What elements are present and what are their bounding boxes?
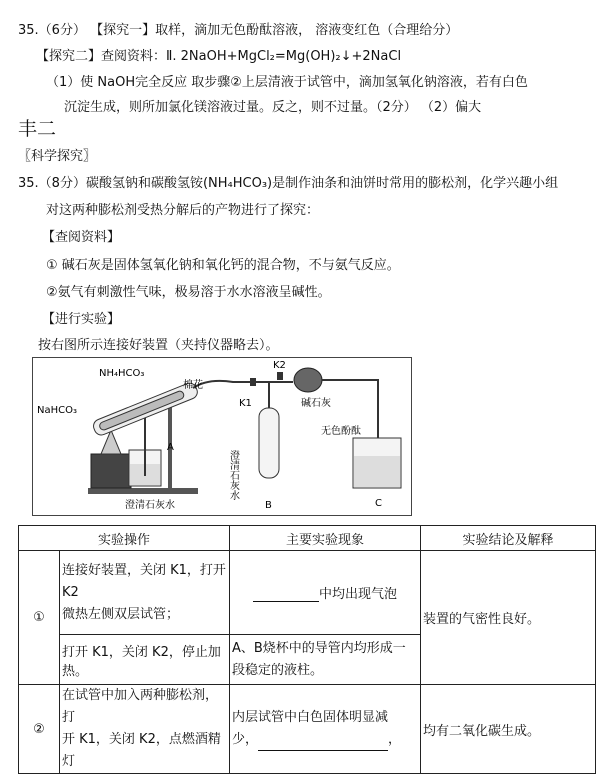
row2-number: ② <box>19 685 60 774</box>
label-k2: K2 <box>273 360 286 371</box>
row1-obs2-line-a: A、B烧杯中的导管内均形成一 <box>232 640 406 656</box>
q35-prev-line2: 【探究二】查阅资料：Ⅱ. 2NaOH+MgCl₂=Mg(OH)₂↓+2NaCl <box>36 49 402 64</box>
alcohol-lamp <box>91 454 131 488</box>
row1-op1 <box>60 551 230 635</box>
label-limewater-b: 澄清石灰水 <box>227 450 239 500</box>
table-row <box>19 685 596 774</box>
row1-op2: 打开 K1，关闭 K2，停止加热。 <box>60 635 230 685</box>
apparatus-diagram <box>33 358 411 515</box>
fact-1: ① 碱石灰是固体氢氧化钠和氧化钙的混合物，不与氨气反应。 <box>46 258 400 273</box>
q35-prev-line1: 35.（6分） 【探究一】取样，滴加无色酚酞溶液， 溶液变红色（合理给分） <box>18 23 459 38</box>
soda-lime-tube <box>294 368 322 392</box>
row2-obs-blank[interactable] <box>258 736 388 751</box>
label-soda-lime: 碱石灰 <box>301 398 331 409</box>
label-nh4hco3: NH₄HCO₃ <box>99 368 145 379</box>
row1-obs1 <box>230 551 421 635</box>
section-category: 〖科学探究〗 <box>18 149 97 164</box>
q35-prev-line4: 沉淀生成，则所加氯化镁溶液过量。反之，则不过量。（2分） （2）偏大 <box>64 100 482 115</box>
row1-obs2-line-b: 段稳定的液柱。 <box>232 662 324 678</box>
table-header-row <box>19 526 596 551</box>
row2-obs-line-a: 内层试管中白色固体明显减 <box>232 710 389 725</box>
stand-base <box>88 488 198 494</box>
label-nahco3: NaHCO₃ <box>37 405 77 416</box>
clamp-k2 <box>277 372 283 380</box>
table-row <box>19 551 596 635</box>
row2-conclusion: 均有二氧化碳生成。 <box>421 685 596 774</box>
q35-prev-line3: （1）使 NaOH完全反应 取步骤②上层清液于试管中，滴加氢氧化钠溶液，若有白色 <box>46 75 528 90</box>
label-k1: K1 <box>239 398 252 409</box>
heading-lookup-data: 【查阅资料】 <box>42 230 121 245</box>
fact-2: ②氨气有刺激性气味，极易溶于水水溶液呈碱性。 <box>46 285 331 300</box>
section-title: 丰二 <box>18 118 57 140</box>
label-c: C <box>375 498 382 509</box>
label-cotton: 棉花 <box>183 380 203 391</box>
row1-obs2 <box>230 635 421 685</box>
experiment-table <box>18 525 596 774</box>
label-phenolphthalein: 无色酚酞 <box>321 426 361 437</box>
row1-obs1-blank[interactable] <box>253 587 319 602</box>
row1-op1-line-b: K2 <box>62 584 79 600</box>
row2-obs-line-b <box>232 729 418 751</box>
test-tube-b <box>259 408 279 478</box>
q35-intro-line1: 35.（8分）碳酸氢钠和碳酸氢铵(NH₄HCO₃)是制作油条和油饼时常用的膨松剂，化学兴趣小组 <box>18 176 559 191</box>
row1-op1-line-c: 微热左侧双层试管； <box>62 606 180 622</box>
label-b: B <box>265 500 272 511</box>
row2-obs-end: ， <box>388 732 402 747</box>
q35-intro-line2: 对这两种膨松剂受热分解后的产物进行了探究： <box>46 203 320 218</box>
beaker-c-liquid <box>354 456 400 487</box>
header-conclusion: 实验结论及解释 <box>421 526 596 551</box>
apparatus-figure <box>32 357 412 516</box>
row1-obs1-text: 中均出现气泡 <box>318 587 397 602</box>
clamp-k1 <box>250 378 256 386</box>
row2-obs-line-b-text: 少， <box>232 732 259 747</box>
row2-op <box>60 685 230 774</box>
row1-op1-line-a: 连接好装置，关闭 K1，打开 <box>62 562 226 578</box>
row2-op-line-b: 开 K1，关闭 K2，点燃酒精灯 <box>62 732 221 769</box>
gas-tube-top <box>193 381 269 388</box>
row1-number: ① <box>19 551 60 685</box>
label-a: A <box>167 442 174 453</box>
header-phenomenon: 主要实验现象 <box>230 526 421 551</box>
label-limewater-a: 澄清石灰水 <box>125 500 175 511</box>
instruction: 按右图所示连接好装置（夹持仪器略去）。 <box>38 338 279 353</box>
row2-op-line-a: 在试管中加入两种膨松剂，打 <box>62 688 219 725</box>
heading-experiment: 【进行实验】 <box>42 312 121 327</box>
row2-obs <box>230 685 421 774</box>
header-operation: 实验操作 <box>19 526 230 551</box>
row1-conclusion: 装置的气密性良好。 <box>421 551 596 685</box>
